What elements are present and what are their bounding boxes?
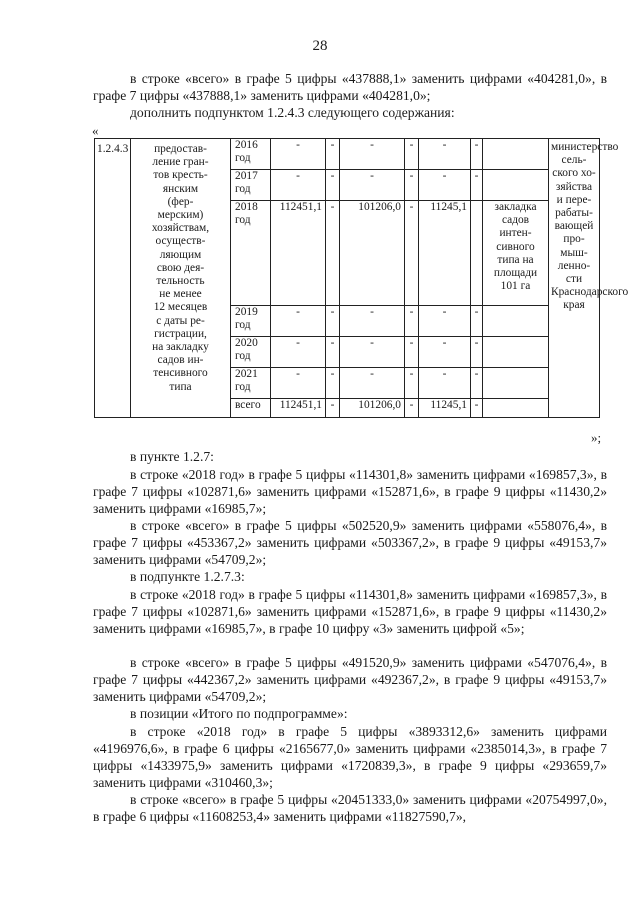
value-cell: - xyxy=(271,368,326,399)
paragraph-vsego-row: в строке «всего» в графе 5 цифры «20451333,0» заменить цифрами «20754997,0», в графе 6 цифры «11608253,4» заменить цифрами «11827590,7», xyxy=(93,792,607,824)
value-cell: - xyxy=(471,399,483,418)
value-cell: - xyxy=(419,170,471,201)
value-cell: 11245,1 xyxy=(419,399,471,418)
executor-cell: министерство сель- ского хо- зяйства и пере- рабаты- вающей про- мыш- ленно- сти Краснодарского края xyxy=(551,141,629,312)
value-cell: - xyxy=(326,201,340,306)
value-cell: - xyxy=(405,139,419,170)
result-cell xyxy=(483,399,549,418)
value-cell: - xyxy=(271,170,326,201)
item-description: предостав- ление гран- тов кресть- янским (фер- мерским) хозяйствам, осуществ- ляющим свою дея- тельность не менее 12 месяцев с даты ре- гистрации, на закладку садов ин- тенсивного типа xyxy=(151,143,210,393)
result-cell xyxy=(483,306,549,337)
value-cell: - xyxy=(340,337,405,368)
value-cell: - xyxy=(471,139,483,170)
value-cell: - xyxy=(340,139,405,170)
value-cell: - xyxy=(271,306,326,337)
result-cell: закладка садов интен- сивного типа на площади 101 га xyxy=(493,201,538,293)
value-cell: 112451,1 xyxy=(271,399,326,418)
year-cell: 2021 год xyxy=(235,368,258,394)
value-cell: - xyxy=(419,337,471,368)
page-number: 28 xyxy=(312,38,328,54)
value-cell: 112451,1 xyxy=(271,201,326,306)
paragraph-2018-row: в строке «2018 год» в графе 5 цифры «114301,8» заменить цифрами «169857,3», в графе 7 цифры «102871,6» заменить цифрами «152871,6», в графе 9 цифры «11430,2» заменить цифрами «16985,7»; xyxy=(93,467,607,516)
paragraph-vsego-row: в строке «всего» в графе 5 цифры «437888,1» заменить цифрами «404281,0», в графе 7 цифры «437888,1» заменить цифрами «404281,0»; xyxy=(93,71,607,103)
value-cell: - xyxy=(405,399,419,418)
value-cell: - xyxy=(471,337,483,368)
value-cell: - xyxy=(271,337,326,368)
paragraph-item-127: в пункте 1.2.7: xyxy=(130,449,214,464)
paragraph-itogo-position: в позиции «Итого по подпрограмме»: xyxy=(130,706,348,721)
paragraph-vsego-row: в строке «всего» в графе 5 цифры «502520,9» заменить цифрами «558076,4», в графе 7 цифры «453367,2» заменить цифрами «503367,2», в графе 9 цифры «49153,7» заменить цифрами «54709,2»; xyxy=(93,518,607,567)
value-cell: - xyxy=(405,170,419,201)
value-cell: - xyxy=(419,368,471,399)
value-cell: - xyxy=(405,201,419,306)
value-cell: - xyxy=(326,139,340,170)
value-cell: - xyxy=(405,337,419,368)
result-cell xyxy=(483,368,549,399)
value-cell: - xyxy=(419,306,471,337)
year-cell: 2019 год xyxy=(235,306,258,332)
value-cell: - xyxy=(405,306,419,337)
program-table xyxy=(94,138,629,418)
closing-quote: »; xyxy=(591,430,602,445)
value-cell: - xyxy=(471,306,483,337)
year-cell: 2020 год xyxy=(235,337,258,363)
year-cell: 2016 год xyxy=(235,139,258,165)
opening-quote: « xyxy=(92,123,99,138)
value-cell: 101206,0 xyxy=(340,201,405,306)
result-cell xyxy=(483,139,549,170)
value-cell: - xyxy=(419,139,471,170)
paragraph-add-subitem: дополнить подпунктом 1.2.4.3 следующего содержания: xyxy=(130,105,455,120)
value-cell: - xyxy=(471,170,483,201)
value-cell: - xyxy=(271,139,326,170)
item-code: 1.2.4.3 xyxy=(95,139,131,418)
value-cell: - xyxy=(326,170,340,201)
value-cell: - xyxy=(326,306,340,337)
value-cell: - xyxy=(326,399,340,418)
paragraph-vsego-row: в строке «всего» в графе 5 цифры «491520,9» заменить цифрами «547076,4», в графе 7 цифры «442367,2» заменить цифрами «492367,2», в графе 9 цифры «49153,7» заменить цифрами «54709,2»; xyxy=(93,655,607,704)
paragraph-2018-row: в строке «2018 год» в графе 5 цифры «114301,8» заменить цифрами «169857,3», в графе 7 цифры «102871,6» заменить цифрами «152871,6», в графе 9 цифры «11430,2» заменить цифрами «16985,7», в графе 10 цифру «3» заменить цифрой «5»; xyxy=(93,587,607,636)
result-cell xyxy=(483,170,549,201)
value-cell: 11245,1 xyxy=(419,201,471,306)
value-cell: - xyxy=(340,170,405,201)
value-cell xyxy=(471,201,483,306)
value-cell: - xyxy=(326,368,340,399)
value-cell: - xyxy=(405,368,419,399)
paragraph-subitem-1273: в подпункте 1.2.7.3: xyxy=(130,569,245,584)
paragraph-2018-row: в строке «2018 год» в графе 5 цифры «3893312,6» заменить цифрами «4196976,6», в графе 6 цифры «2165677,0» заменить цифрами «2385014,3», в графе 7 цифры «1433975,9» заменить цифрами «1720839,3», в графе 9 цифры «293659,7» заменить цифрами «310460,3»; xyxy=(93,724,607,790)
result-cell xyxy=(483,337,549,368)
year-cell: всего xyxy=(231,399,271,418)
value-cell: - xyxy=(340,368,405,399)
year-cell: 2018 год xyxy=(235,201,258,227)
value-cell: - xyxy=(326,337,340,368)
value-cell: - xyxy=(340,306,405,337)
year-cell: 2017 год xyxy=(235,170,258,196)
value-cell: - xyxy=(471,368,483,399)
value-cell: 101206,0 xyxy=(340,399,405,418)
table-row xyxy=(95,139,600,170)
